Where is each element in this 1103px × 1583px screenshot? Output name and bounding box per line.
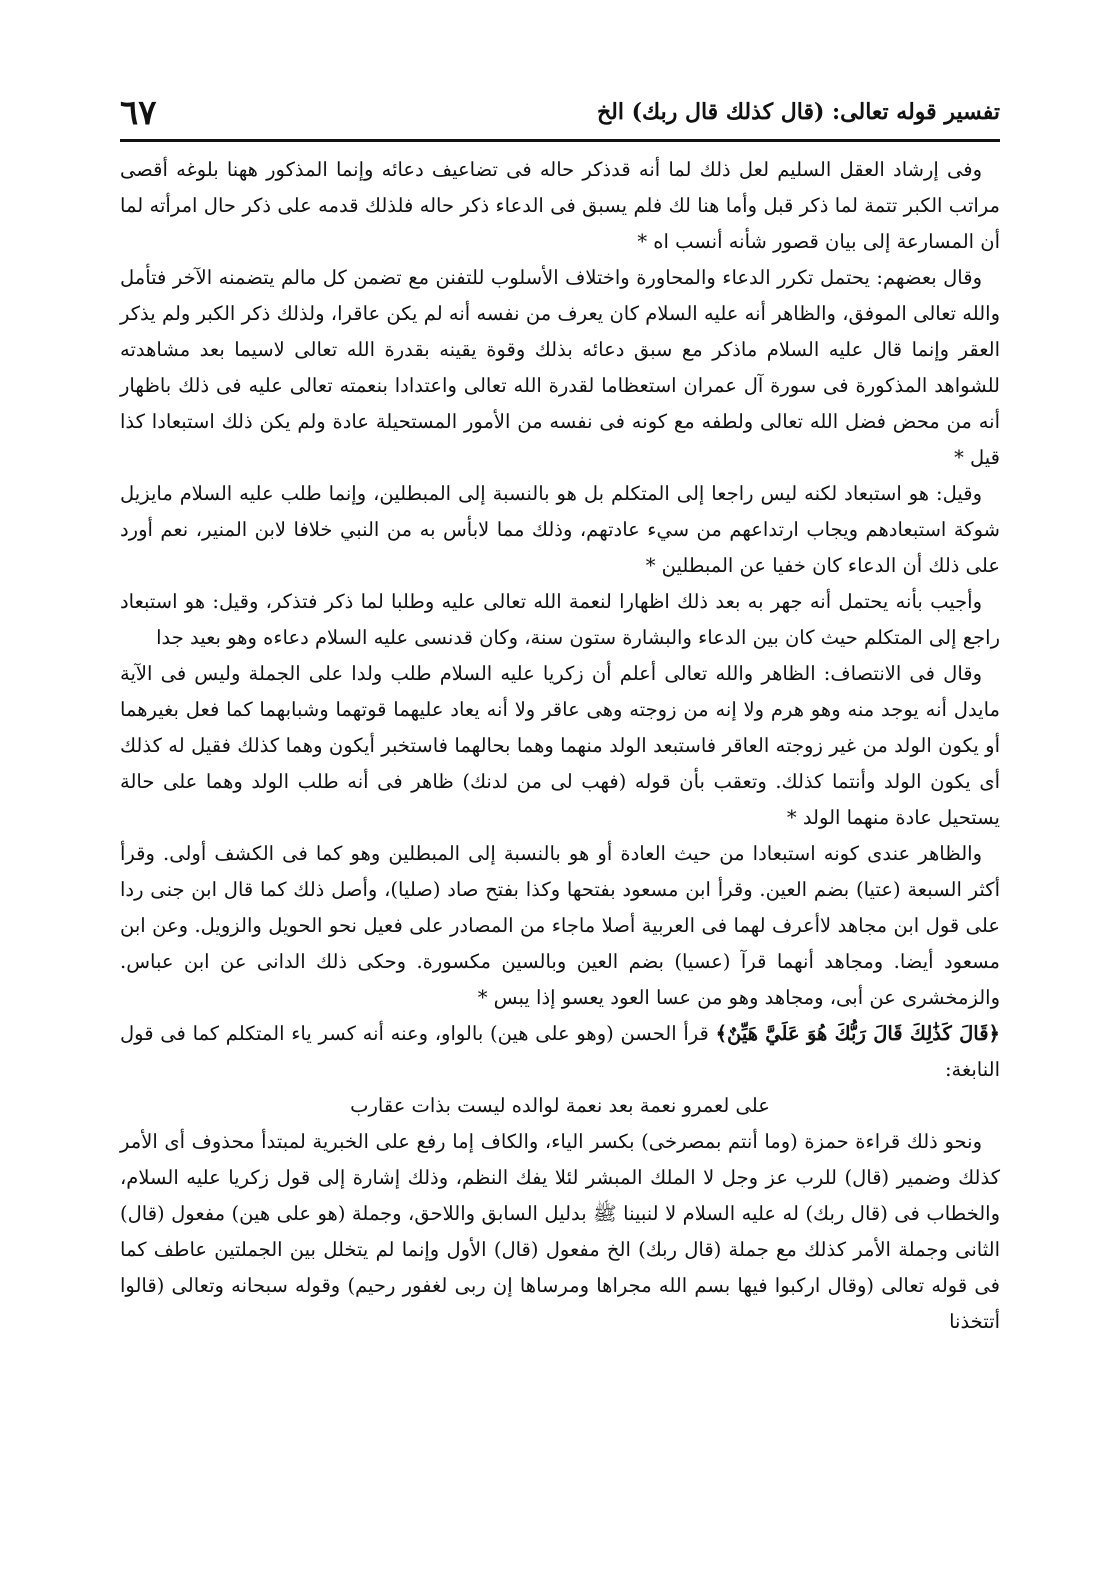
paragraph-6: والظاهر عندى كونه استبعادا من حيث العادة أو هو بالنسبة إلى المبطلين وهو كما فى الكشف أولى. وقرأ أكثر السبعة (عتيا) بضم العين. وقرأ ابن مسعود بفتحها وكذا بفتح صاد (صليا)، وأصل ذلك كما قال ابن جنى ردا على قول ابن مجاهد لاأعرف لهما فى العربية أصلا ماجاء من المصادر على فعيل نحو الحويل والزويل. وعن ابن مسعود أيضا. ومجاهد أنهما قرآ (عسيا) بضم العين وبالسين مكسورة. وحكى ذلك الدانى عن ابن عباس. والزمخشرى عن أبى، ومجاهد وهو من عسا العود يعسو إذا يبس * — [120, 842, 1000, 1009]
quran-paragraph — [120, 1016, 1000, 1088]
page-body — [120, 152, 1000, 1340]
quran-verse: ﴿قَالَ كَذَٰلِكَ قَالَ رَبُّكَ هُوَ عَلَيَّ هَيِّنٌ﴾ — [715, 1022, 1000, 1045]
paragraph-final: ونحو ذلك قراءة حمزة (وما أنتم بمصرخى) بكسر الياء، والكاف إما رفع على الخبرية لمبتدأ محذوف أى الأمر كذلك وضمير (قال) للرب عز وجل لا الملك المبشر لئلا يفك النظم، وذلك إشارة إلى قول زكريا عليه السلام، والخطاب فى (قال ربك) له عليه السلام لا لنبينا ﷺ بدليل السابق واللاحق، وجملة (هو على هين) مفعول (قال) الثانى وجملة الأمر كذلك مع جملة (قال ربك) الخ مفعول (قال) الأول وإنما لم يتخلل بين الجملتين عاطف كما فى قوله تعالى (وقال اركبوا فيها بسم الله مجراها ومرساها إن ربى لغفور رحيم) وقوله سبحانه وتعالى (قالوا أتتخذنا — [120, 1130, 1000, 1333]
paragraph-2: وقال بعضهم: يحتمل تكرر الدعاء والمحاورة واختلاف الأسلوب للتفنن مع تضمن كل مالم يتضمنه الآخر فتأمل والله تعالى الموفق، والظاهر أنه عليه السلام كان يعرف من نفسه أنه لم يكن عاقرا، ولذلك ذكر الكبر ولم يذكر العقر وإنما قال عليه السلام ماذكر مع سبق دعائه بذلك وقوة يقينه بقدرة الله تعالى لاسيما بعد مشاهدته للشواهد المذكورة فى سورة آل عمران استعظاما لقدرة الله تعالى واعتدادا بنعمته تعالى عليه فى ذلك باظهار أنه من محض فضل الله تعالى ولطفه مع كونه فى نفسه من الأمور المستحيلة عادة ولم يكن ذلك استبعادا كذا قيل * — [120, 266, 1000, 469]
paragraph-5: وقال فى الانتصاف: الظاهر والله تعالى أعلم أن زكريا عليه السلام طلب ولدا على الجملة وليس فى الآية مايدل أنه يوجد منه وهو هرم ولا إنه من زوجته وهى عاقر ولا أنه يعاد عليهما قوتهما وشبابهما كما فعل بغيرهما أو يكون الولد من غير زوجته العاقر فاستبعد الولد منهما وهما بحالهما فاستخبر أيكون وهما كذلك فقيل له كذلك أى يكون الولد وأنتما كذلك. وتعقب بأن قوله (فهب لى من لدنك) ظاهر فى أنه طلب الولد وهما على حالة يستحيل عادة منهما الولد * — [120, 662, 1000, 829]
page-header — [120, 95, 1000, 142]
paragraph-3: وقيل: هو استبعاد لكنه ليس راجعا إلى المتكلم بل هو بالنسبة إلى المبطلين، وإنما طلب عليه السلام مايزيل شوكة استبعادهم ويجاب ارتداعهم من سيء عادتهم، وذلك مما لابأس به من النبي خلافا لابن المنير، نعم أورد على ذلك أن الدعاء كان خفيا عن المبطلين * — [120, 482, 1000, 577]
paragraph-1: وفى إرشاد العقل السليم لعل ذلك لما أنه قدذكر حاله فى تضاعيف دعائه وإنما المذكور ههنا بلوغه أقصى مراتب الكبر تتمة لما ذكر قبل وأما هنا لك فلم يسبق فى الدعاء ذكر حاله فلذلك قدمه على ذكر حال امرأته لما أن المسارعة إلى بيان قصور شأنه أنسب اه * — [120, 158, 1000, 253]
page-number: ٦٧ — [120, 93, 157, 133]
running-title: تفسير قوله تعالى: (قال كذلك قال ربك) الخ — [596, 99, 1000, 125]
book-page — [120, 95, 1000, 1555]
quran-commentary: قرأ الحسن (وهو على هين) بالواو، وعنه أنه كسر ياء المتكلم كما فى قول النابغة: — [120, 1022, 1000, 1081]
paragraph-4: وأجيب بأنه يحتمل أنه جهر به بعد ذلك اظهارا لنعمة الله تعالى عليه وطلبا لما ذكر فتذكر، وقيل: هو استبعاد راجع إلى المتكلم حيث كان بين الدعاء والبشارة ستون سنة، وكان قدنسى عليه السلام دعاءه وهو بعيد جدا — [120, 590, 1000, 649]
poetry-line: على لعمرو نعمة بعد نعمة لوالده ليست بذات عقارب — [350, 1094, 770, 1117]
